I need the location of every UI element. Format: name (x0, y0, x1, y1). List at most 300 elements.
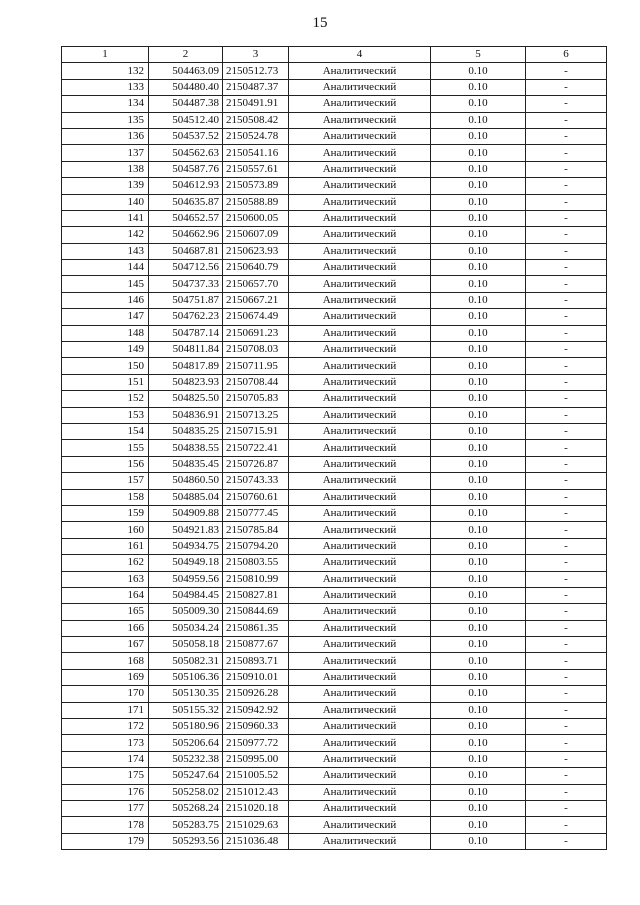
x-coordinate-cell: 504463.09 (149, 63, 223, 79)
x-coordinate-cell: 505293.56 (149, 833, 223, 849)
note-cell: - (526, 63, 607, 79)
accuracy-cell: 0.10 (431, 817, 526, 833)
point-number-cell: 149 (62, 342, 149, 358)
x-coordinate-cell: 504949.18 (149, 555, 223, 571)
accuracy-cell: 0.10 (431, 669, 526, 685)
y-coordinate-cell: 2150726.87 (223, 456, 289, 472)
point-number-cell: 158 (62, 489, 149, 505)
x-coordinate-cell: 504836.91 (149, 407, 223, 423)
accuracy-cell: 0.10 (431, 260, 526, 276)
x-coordinate-cell: 505268.24 (149, 800, 223, 816)
method-cell: Аналитический (289, 407, 431, 423)
table-row (62, 653, 607, 669)
table-row (62, 637, 607, 653)
method-cell: Аналитический (289, 669, 431, 685)
note-cell: - (526, 587, 607, 603)
accuracy-cell: 0.10 (431, 571, 526, 587)
x-coordinate-cell: 505283.75 (149, 817, 223, 833)
coordinates-table (61, 46, 607, 850)
accuracy-cell: 0.10 (431, 587, 526, 603)
y-coordinate-cell: 2150541.16 (223, 145, 289, 161)
column-header-4: 4 (289, 47, 431, 63)
x-coordinate-cell: 504825.50 (149, 391, 223, 407)
x-coordinate-cell: 505247.64 (149, 768, 223, 784)
table-row (62, 358, 607, 374)
method-cell: Аналитический (289, 505, 431, 521)
table-row (62, 325, 607, 341)
y-coordinate-cell: 2150760.61 (223, 489, 289, 505)
point-number-cell: 175 (62, 768, 149, 784)
method-cell: Аналитический (289, 620, 431, 636)
table-row (62, 719, 607, 735)
y-coordinate-cell: 2150810.99 (223, 571, 289, 587)
point-number-cell: 151 (62, 374, 149, 390)
method-cell: Аналитический (289, 604, 431, 620)
accuracy-cell: 0.10 (431, 292, 526, 308)
note-cell: - (526, 112, 607, 128)
y-coordinate-cell: 2150861.35 (223, 620, 289, 636)
note-cell: - (526, 440, 607, 456)
note-cell: - (526, 620, 607, 636)
y-coordinate-cell: 2150893.71 (223, 653, 289, 669)
x-coordinate-cell: 504635.87 (149, 194, 223, 210)
table-row (62, 800, 607, 816)
y-coordinate-cell: 2150607.09 (223, 227, 289, 243)
y-coordinate-cell: 2151029.63 (223, 817, 289, 833)
x-coordinate-cell: 505180.96 (149, 719, 223, 735)
point-number-cell: 143 (62, 243, 149, 259)
table-row (62, 489, 607, 505)
accuracy-cell: 0.10 (431, 391, 526, 407)
table-row (62, 374, 607, 390)
table-row (62, 784, 607, 800)
table-row (62, 817, 607, 833)
accuracy-cell: 0.10 (431, 309, 526, 325)
y-coordinate-cell: 2150827.81 (223, 587, 289, 603)
table-row (62, 669, 607, 685)
table-row (62, 473, 607, 489)
note-cell: - (526, 145, 607, 161)
method-cell: Аналитический (289, 653, 431, 669)
y-coordinate-cell: 2150785.84 (223, 522, 289, 538)
note-cell: - (526, 374, 607, 390)
note-cell: - (526, 637, 607, 653)
accuracy-cell: 0.10 (431, 505, 526, 521)
y-coordinate-cell: 2151012.43 (223, 784, 289, 800)
x-coordinate-cell: 504909.88 (149, 505, 223, 521)
table-row (62, 112, 607, 128)
y-coordinate-cell: 2150777.45 (223, 505, 289, 521)
method-cell: Аналитический (289, 210, 431, 226)
x-coordinate-cell: 504934.75 (149, 538, 223, 554)
y-coordinate-cell: 2150573.89 (223, 178, 289, 194)
y-coordinate-cell: 2150794.20 (223, 538, 289, 554)
accuracy-cell: 0.10 (431, 194, 526, 210)
accuracy-cell: 0.10 (431, 800, 526, 816)
method-cell: Аналитический (289, 571, 431, 587)
x-coordinate-cell: 504537.52 (149, 128, 223, 144)
table-row (62, 145, 607, 161)
accuracy-cell: 0.10 (431, 637, 526, 653)
point-number-cell: 135 (62, 112, 149, 128)
accuracy-cell: 0.10 (431, 538, 526, 554)
x-coordinate-cell: 504823.93 (149, 374, 223, 390)
table-row (62, 96, 607, 112)
method-cell: Аналитический (289, 292, 431, 308)
note-cell: - (526, 260, 607, 276)
table-row (62, 833, 607, 849)
accuracy-cell: 0.10 (431, 325, 526, 341)
y-coordinate-cell: 2150715.91 (223, 423, 289, 439)
point-number-cell: 156 (62, 456, 149, 472)
method-cell: Аналитический (289, 456, 431, 472)
method-cell: Аналитический (289, 833, 431, 849)
method-cell: Аналитический (289, 227, 431, 243)
y-coordinate-cell: 2151036.48 (223, 833, 289, 849)
table-row (62, 555, 607, 571)
note-cell: - (526, 96, 607, 112)
table-row (62, 456, 607, 472)
y-coordinate-cell: 2150708.44 (223, 374, 289, 390)
accuracy-cell: 0.10 (431, 423, 526, 439)
accuracy-cell: 0.10 (431, 719, 526, 735)
note-cell: - (526, 178, 607, 194)
table-row (62, 309, 607, 325)
method-cell: Аналитический (289, 194, 431, 210)
table-row (62, 751, 607, 767)
point-number-cell: 177 (62, 800, 149, 816)
accuracy-cell: 0.10 (431, 112, 526, 128)
table-body (62, 63, 607, 850)
point-number-cell: 138 (62, 161, 149, 177)
table-row (62, 391, 607, 407)
method-cell: Аналитический (289, 178, 431, 194)
accuracy-cell: 0.10 (431, 833, 526, 849)
y-coordinate-cell: 2150640.79 (223, 260, 289, 276)
x-coordinate-cell: 504838.55 (149, 440, 223, 456)
note-cell: - (526, 194, 607, 210)
note-cell: - (526, 522, 607, 538)
table-row (62, 423, 607, 439)
point-number-cell: 134 (62, 96, 149, 112)
accuracy-cell: 0.10 (431, 227, 526, 243)
x-coordinate-cell: 505034.24 (149, 620, 223, 636)
x-coordinate-cell: 504787.14 (149, 325, 223, 341)
point-number-cell: 169 (62, 669, 149, 685)
x-coordinate-cell: 504487.38 (149, 96, 223, 112)
y-coordinate-cell: 2150691.23 (223, 325, 289, 341)
point-number-cell: 176 (62, 784, 149, 800)
x-coordinate-cell: 504921.83 (149, 522, 223, 538)
note-cell: - (526, 719, 607, 735)
x-coordinate-cell: 504480.40 (149, 79, 223, 95)
method-cell: Аналитический (289, 423, 431, 439)
accuracy-cell: 0.10 (431, 161, 526, 177)
table-row (62, 735, 607, 751)
y-coordinate-cell: 2150674.49 (223, 309, 289, 325)
note-cell: - (526, 817, 607, 833)
point-number-cell: 168 (62, 653, 149, 669)
method-cell: Аналитический (289, 637, 431, 653)
y-coordinate-cell: 2150743.33 (223, 473, 289, 489)
note-cell: - (526, 243, 607, 259)
method-cell: Аналитический (289, 342, 431, 358)
method-cell: Аналитический (289, 325, 431, 341)
note-cell: - (526, 128, 607, 144)
accuracy-cell: 0.10 (431, 784, 526, 800)
table-row (62, 505, 607, 521)
method-cell: Аналитический (289, 555, 431, 571)
table-row (62, 407, 607, 423)
note-cell: - (526, 325, 607, 341)
accuracy-cell: 0.10 (431, 702, 526, 718)
note-cell: - (526, 276, 607, 292)
x-coordinate-cell: 504652.57 (149, 210, 223, 226)
y-coordinate-cell: 2150667.21 (223, 292, 289, 308)
accuracy-cell: 0.10 (431, 735, 526, 751)
accuracy-cell: 0.10 (431, 555, 526, 571)
y-coordinate-cell: 2150705.83 (223, 391, 289, 407)
x-coordinate-cell: 504512.40 (149, 112, 223, 128)
point-number-cell: 147 (62, 309, 149, 325)
point-number-cell: 172 (62, 719, 149, 735)
note-cell: - (526, 423, 607, 439)
y-coordinate-cell: 2150960.33 (223, 719, 289, 735)
method-cell: Аналитический (289, 243, 431, 259)
note-cell: - (526, 538, 607, 554)
accuracy-cell: 0.10 (431, 145, 526, 161)
accuracy-cell: 0.10 (431, 178, 526, 194)
x-coordinate-cell: 505206.64 (149, 735, 223, 751)
note-cell: - (526, 833, 607, 849)
method-cell: Аналитический (289, 702, 431, 718)
y-coordinate-cell: 2150588.89 (223, 194, 289, 210)
table-row (62, 210, 607, 226)
y-coordinate-cell: 2150711.95 (223, 358, 289, 374)
y-coordinate-cell: 2150803.55 (223, 555, 289, 571)
point-number-cell: 165 (62, 604, 149, 620)
accuracy-cell: 0.10 (431, 489, 526, 505)
table-row (62, 260, 607, 276)
accuracy-cell: 0.10 (431, 751, 526, 767)
x-coordinate-cell: 504687.81 (149, 243, 223, 259)
point-number-cell: 179 (62, 833, 149, 849)
method-cell: Аналитический (289, 96, 431, 112)
y-coordinate-cell: 2150524.78 (223, 128, 289, 144)
method-cell: Аналитический (289, 817, 431, 833)
accuracy-cell: 0.10 (431, 210, 526, 226)
note-cell: - (526, 309, 607, 325)
point-number-cell: 153 (62, 407, 149, 423)
accuracy-cell: 0.10 (431, 407, 526, 423)
y-coordinate-cell: 2150600.05 (223, 210, 289, 226)
x-coordinate-cell: 504587.76 (149, 161, 223, 177)
y-coordinate-cell: 2150512.73 (223, 63, 289, 79)
accuracy-cell: 0.10 (431, 522, 526, 538)
method-cell: Аналитический (289, 489, 431, 505)
column-header-1: 1 (62, 47, 149, 63)
y-coordinate-cell: 2150491.91 (223, 96, 289, 112)
method-cell: Аналитический (289, 538, 431, 554)
method-cell: Аналитический (289, 145, 431, 161)
y-coordinate-cell: 2150657.70 (223, 276, 289, 292)
point-number-cell: 178 (62, 817, 149, 833)
accuracy-cell: 0.10 (431, 686, 526, 702)
method-cell: Аналитический (289, 309, 431, 325)
method-cell: Аналитический (289, 440, 431, 456)
table-row (62, 161, 607, 177)
table-row (62, 227, 607, 243)
note-cell: - (526, 686, 607, 702)
note-cell: - (526, 702, 607, 718)
y-coordinate-cell: 2150487.37 (223, 79, 289, 95)
x-coordinate-cell: 505058.18 (149, 637, 223, 653)
point-number-cell: 162 (62, 555, 149, 571)
method-cell: Аналитический (289, 587, 431, 603)
table-row (62, 604, 607, 620)
y-coordinate-cell: 2150557.61 (223, 161, 289, 177)
note-cell: - (526, 784, 607, 800)
method-cell: Аналитический (289, 686, 431, 702)
x-coordinate-cell: 504984.45 (149, 587, 223, 603)
accuracy-cell: 0.10 (431, 128, 526, 144)
method-cell: Аналитический (289, 128, 431, 144)
x-coordinate-cell: 504562.63 (149, 145, 223, 161)
x-coordinate-cell: 504817.89 (149, 358, 223, 374)
x-coordinate-cell: 505106.36 (149, 669, 223, 685)
note-cell: - (526, 768, 607, 784)
table-row (62, 440, 607, 456)
x-coordinate-cell: 504712.56 (149, 260, 223, 276)
method-cell: Аналитический (289, 79, 431, 95)
accuracy-cell: 0.10 (431, 473, 526, 489)
point-number-cell: 173 (62, 735, 149, 751)
accuracy-cell: 0.10 (431, 342, 526, 358)
method-cell: Аналитический (289, 719, 431, 735)
method-cell: Аналитический (289, 473, 431, 489)
x-coordinate-cell: 504612.93 (149, 178, 223, 194)
accuracy-cell: 0.10 (431, 456, 526, 472)
point-number-cell: 160 (62, 522, 149, 538)
note-cell: - (526, 604, 607, 620)
y-coordinate-cell: 2150877.67 (223, 637, 289, 653)
note-cell: - (526, 227, 607, 243)
page-number: 15 (312, 15, 328, 31)
table-row (62, 128, 607, 144)
note-cell: - (526, 505, 607, 521)
method-cell: Аналитический (289, 522, 431, 538)
point-number-cell: 164 (62, 587, 149, 603)
note-cell: - (526, 358, 607, 374)
table-row (62, 292, 607, 308)
x-coordinate-cell: 504835.25 (149, 423, 223, 439)
point-number-cell: 166 (62, 620, 149, 636)
note-cell: - (526, 292, 607, 308)
note-cell: - (526, 735, 607, 751)
method-cell: Аналитический (289, 260, 431, 276)
table-row (62, 342, 607, 358)
point-number-cell: 157 (62, 473, 149, 489)
point-number-cell: 142 (62, 227, 149, 243)
method-cell: Аналитический (289, 768, 431, 784)
accuracy-cell: 0.10 (431, 79, 526, 95)
x-coordinate-cell: 505232.38 (149, 751, 223, 767)
method-cell: Аналитический (289, 358, 431, 374)
point-number-cell: 154 (62, 423, 149, 439)
method-cell: Аналитический (289, 276, 431, 292)
accuracy-cell: 0.10 (431, 440, 526, 456)
note-cell: - (526, 79, 607, 95)
x-coordinate-cell: 504835.45 (149, 456, 223, 472)
accuracy-cell: 0.10 (431, 243, 526, 259)
x-coordinate-cell: 504959.56 (149, 571, 223, 587)
x-coordinate-cell: 504737.33 (149, 276, 223, 292)
point-number-cell: 174 (62, 751, 149, 767)
point-number-cell: 171 (62, 702, 149, 718)
point-number-cell: 155 (62, 440, 149, 456)
note-cell: - (526, 473, 607, 489)
note-cell: - (526, 342, 607, 358)
accuracy-cell: 0.10 (431, 96, 526, 112)
x-coordinate-cell: 505130.35 (149, 686, 223, 702)
column-header-5: 5 (431, 47, 526, 63)
note-cell: - (526, 653, 607, 669)
x-coordinate-cell: 504662.96 (149, 227, 223, 243)
table-header-row (62, 47, 607, 63)
table-row (62, 571, 607, 587)
method-cell: Аналитический (289, 751, 431, 767)
y-coordinate-cell: 2151020.18 (223, 800, 289, 816)
x-coordinate-cell: 504885.04 (149, 489, 223, 505)
accuracy-cell: 0.10 (431, 276, 526, 292)
method-cell: Аналитический (289, 112, 431, 128)
method-cell: Аналитический (289, 374, 431, 390)
point-number-cell: 152 (62, 391, 149, 407)
table-row (62, 79, 607, 95)
table-row (62, 63, 607, 79)
accuracy-cell: 0.10 (431, 374, 526, 390)
y-coordinate-cell: 2150713.25 (223, 407, 289, 423)
note-cell: - (526, 161, 607, 177)
accuracy-cell: 0.10 (431, 620, 526, 636)
x-coordinate-cell: 505082.31 (149, 653, 223, 669)
method-cell: Аналитический (289, 800, 431, 816)
point-number-cell: 141 (62, 210, 149, 226)
note-cell: - (526, 456, 607, 472)
point-number-cell: 150 (62, 358, 149, 374)
method-cell: Аналитический (289, 161, 431, 177)
table-row (62, 768, 607, 784)
method-cell: Аналитический (289, 391, 431, 407)
y-coordinate-cell: 2150844.69 (223, 604, 289, 620)
table-row (62, 243, 607, 259)
note-cell: - (526, 751, 607, 767)
accuracy-cell: 0.10 (431, 604, 526, 620)
point-number-cell: 137 (62, 145, 149, 161)
table-row (62, 587, 607, 603)
point-number-cell: 159 (62, 505, 149, 521)
y-coordinate-cell: 2150977.72 (223, 735, 289, 751)
point-number-cell: 161 (62, 538, 149, 554)
table-row (62, 276, 607, 292)
y-coordinate-cell: 2150910.01 (223, 669, 289, 685)
point-number-cell: 132 (62, 63, 149, 79)
y-coordinate-cell: 2150995.00 (223, 751, 289, 767)
point-number-cell: 167 (62, 637, 149, 653)
y-coordinate-cell: 2150942.92 (223, 702, 289, 718)
accuracy-cell: 0.10 (431, 63, 526, 79)
point-number-cell: 133 (62, 79, 149, 95)
